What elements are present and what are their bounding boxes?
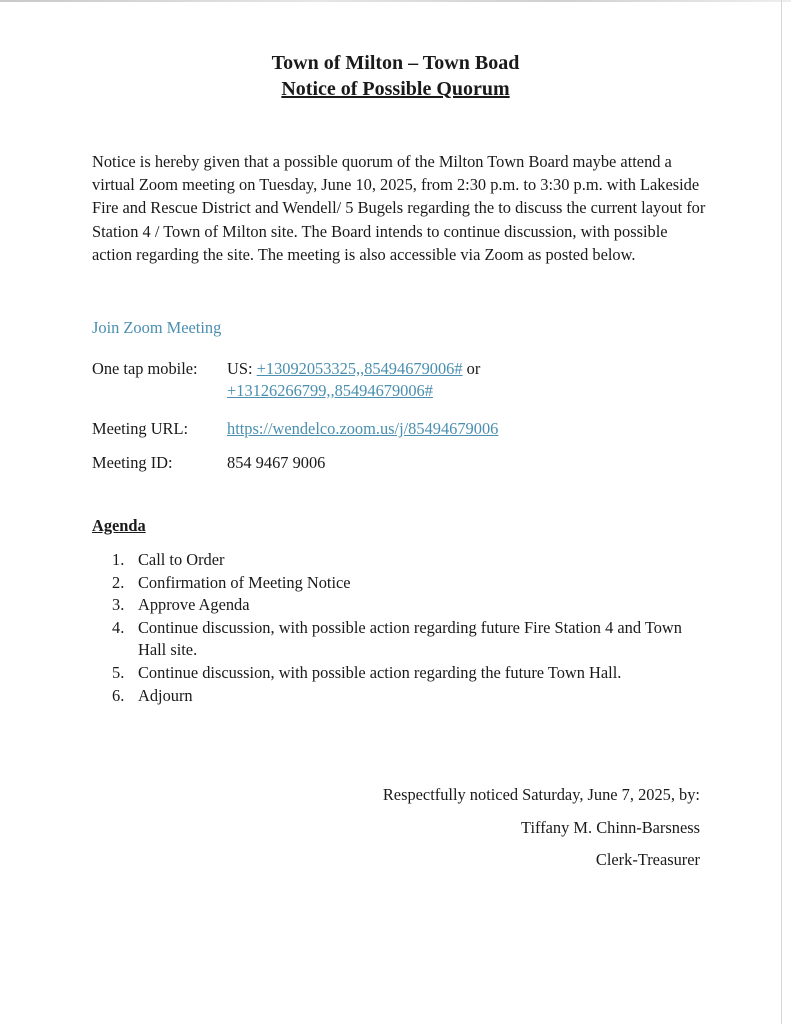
agenda-item-number: 2. <box>112 572 125 592</box>
one-tap-mobile-label: One tap mobile: <box>92 359 198 378</box>
agenda-item-text: Continue discussion, with possible action regarding the future Town Hall. <box>138 662 622 682</box>
signer-name: Tiffany M. Chinn-Barsness <box>521 818 700 837</box>
agenda-item-number: 1. <box>112 550 125 569</box>
agenda-item-number: 5. <box>112 662 125 682</box>
meeting-id-label: Meeting ID: <box>92 453 173 472</box>
agenda-item <box>92 685 707 708</box>
agenda-item <box>92 572 707 595</box>
agenda-list <box>92 549 707 707</box>
scan-edge-top <box>0 0 791 2</box>
one-tap-mobile-value <box>227 358 480 380</box>
meeting-url-label: Meeting URL: <box>92 419 189 438</box>
agenda-item-text: Confirmation of Meeting Notice <box>138 572 351 592</box>
signer-role: Clerk-Treasurer <box>595 850 700 869</box>
noticed-line: Respectfully noticed Saturday, June 7, 2025, by: <box>382 785 700 804</box>
agenda-item-text: Adjourn <box>138 685 193 705</box>
agenda-item <box>92 662 707 685</box>
notice-paragraph: Notice is hereby given that a possible quorum of the Milton Town Board maybe attend a virtual Zoom meeting on Tuesday, June 10, 2025, from 2:30 p.m. to 3:30 p.m. with Lakeside Fire and Rescue District and Wendell/ 5 Bugels regarding the to discuss the current layout for Station 4 / Town of Milton site. The Board intends to continue discussion, with possible action regarding the site. The meeting is also accessible via Zoom as posted below. <box>92 152 706 264</box>
agenda-item-text: Continue discussion, with possible action regarding future Fire Station 4 and Town Hall site. <box>138 617 682 660</box>
us-prefix: US: <box>227 359 253 378</box>
agenda-item-number: 4. <box>112 617 125 637</box>
document-header <box>0 50 791 102</box>
agenda-item <box>92 549 707 572</box>
agenda-item <box>92 594 707 617</box>
agenda-item-text: Call to Order <box>138 550 225 569</box>
agenda-title: Agenda <box>92 516 146 535</box>
meeting-id-value: 854 9467 9006 <box>227 453 326 472</box>
agenda-item-number: 3. <box>112 595 125 615</box>
or-text: or <box>466 359 481 378</box>
phone-link-2[interactable]: +13126266799,,85494679006# <box>227 381 433 400</box>
agenda-item-text: Approve Agenda <box>138 595 250 615</box>
document-subtitle: Notice of Possible Quorum <box>281 78 510 100</box>
join-zoom-meeting-link[interactable]: Join Zoom Meeting <box>92 318 222 337</box>
phone-link-1[interactable]: +13092053325,,85494679006# <box>256 359 463 378</box>
scan-edge-right <box>781 0 782 1024</box>
agenda-item <box>92 617 707 662</box>
meeting-url-link[interactable]: https://wendelco.zoom.us/j/85494679006 <box>227 419 499 438</box>
document-title: Town of Milton – Town Boad <box>271 52 520 74</box>
agenda-item-number: 6. <box>112 685 125 705</box>
